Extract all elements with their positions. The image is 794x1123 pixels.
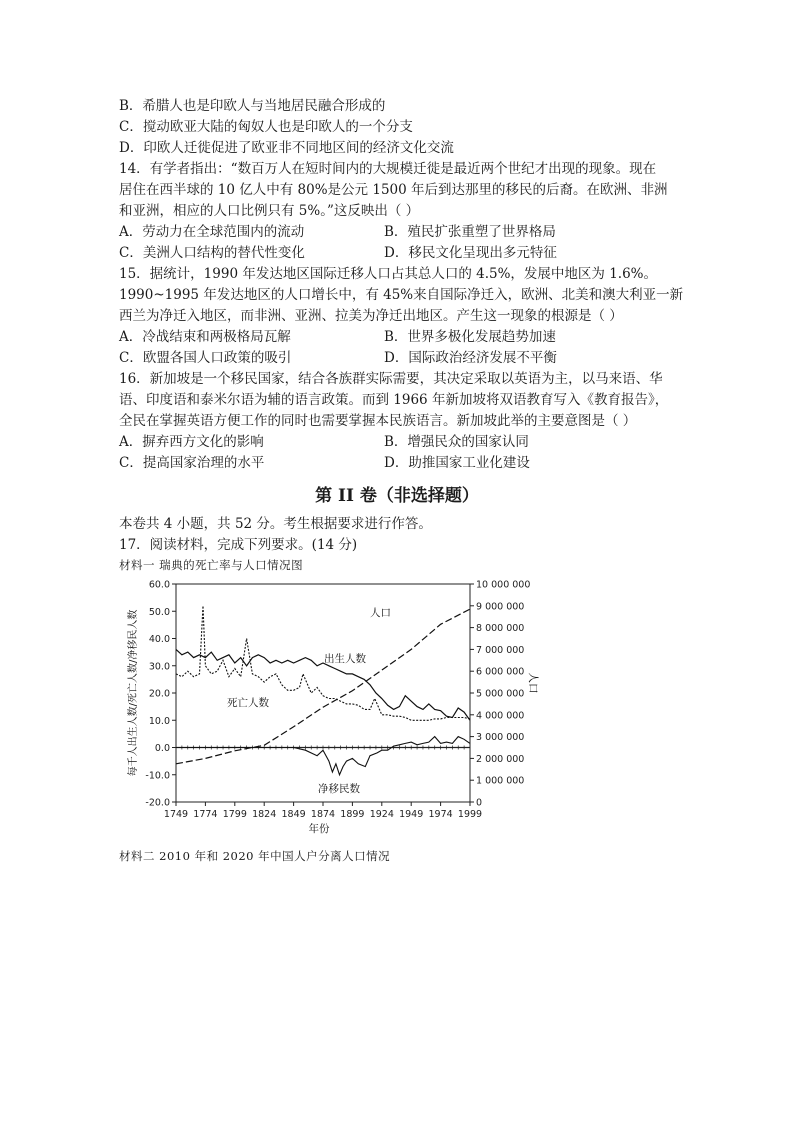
- left-tick-label: -10.0: [145, 770, 170, 782]
- q15-stem-1: 15．据统计，1990 年发达地区国际迁移人口占其总人口的 4.5%，发展中地区为 1.6%。: [119, 266, 658, 282]
- population-series-line: [176, 609, 470, 764]
- q13-option-b: B．希腊人也是印欧人与当地居民融合形成的: [119, 98, 386, 114]
- q15-option-c: C．欧盟各国人口政策的吸引: [119, 350, 292, 366]
- left-tick-label: 20.0: [148, 688, 170, 700]
- migration-series-line: [176, 737, 470, 775]
- x-tick-label: 1799: [222, 809, 247, 820]
- q16-option-c: C．提高国家治理的水平: [119, 455, 265, 471]
- x-tick-label: 1774: [193, 809, 218, 820]
- q14-stem-3: 和亚洲，相应的人口比例只有 5%。”这反映出（ ）: [119, 203, 420, 219]
- q15-option-b: B．世界多极化发展趋势加速: [384, 329, 556, 345]
- left-tick-label: 0.0: [154, 743, 170, 754]
- population-label: 人口: [370, 607, 391, 619]
- births-label: 出生人数: [324, 653, 366, 665]
- q14-stem-1: 14．有学者指出：“数百万人在短时间内的大规模迁徙是最近两个世纪才出现的现象。现在: [119, 161, 657, 177]
- section-title: 第 II 卷（非选择题）: [315, 486, 479, 506]
- left-tick-label: -20.0: [145, 797, 170, 809]
- q13-option-d: D．印欧人迁徙促进了欧亚非不同地区间的经济文化交流: [119, 140, 454, 156]
- left-axis-title: 每千人出生人数/死亡人数/净移民人数: [128, 609, 139, 777]
- births-series-line: [176, 649, 470, 720]
- q16-stem-1: 16．新加坡是一个移民国家，结合各族群实际需要，其决定采取以英语为主，以马来语、华: [119, 371, 663, 387]
- right-tick-label: 4 000 000: [476, 710, 525, 722]
- q13-option-c: C．搅动欧亚大陆的匈奴人也是印欧人的一个分支: [119, 119, 413, 135]
- q16-option-d: D．助推国家工业化建设: [384, 455, 530, 471]
- x-tick-label: 1974: [428, 809, 453, 820]
- right-tick-label: 6 000 000: [476, 666, 525, 678]
- x-tick-label: 1849: [281, 809, 306, 820]
- x-tick-label: 1949: [399, 809, 424, 820]
- right-axis-title: 人口: [527, 672, 539, 694]
- right-tick-label: 7 000 000: [476, 644, 525, 656]
- x-tick-label: 1824: [252, 809, 277, 820]
- q16-stem-3: 全民在掌握英语方便工作的同时也需要掌握本民族语言。新加坡此举的主要意图是（ ）: [119, 413, 637, 429]
- material-one-caption: 材料一 瑞典的死亡率与人口情况图: [119, 558, 304, 572]
- left-tick-label: 40.0: [148, 634, 170, 645]
- right-tick-label: 5 000 000: [476, 688, 525, 700]
- x-tick-label: 1749: [163, 809, 189, 820]
- section-intro: 本卷共 4 小题，共 52 分。考生根据要求进行作答。: [119, 516, 432, 532]
- left-tick-label: 30.0: [148, 661, 170, 673]
- left-tick-label: 60.0: [148, 579, 170, 591]
- q14-option-a: A．劳动力在全球范围内的流动: [119, 224, 305, 240]
- q14-stem-2: 居住在西半球的 10 亿人中有 80%是公元 1500 年后到达那里的移民的后裔。在欧洲、非洲: [119, 182, 668, 198]
- q15-option-a: A．冷战结束和两极格局瓦解: [119, 329, 291, 345]
- q16-option-a: A．摒弃西方文化的影响: [119, 434, 264, 450]
- q14-option-d: D．移民文化呈现出多元特征: [384, 245, 557, 261]
- material-two-caption: 材料二 2010 年和 2020 年中国人户分离人口情况: [119, 849, 391, 863]
- deaths-label: 死亡人数: [227, 697, 269, 709]
- x-tick-label: 1924: [369, 809, 394, 820]
- q15-stem-3: 西兰为净迁入地区，而非洲、亚洲、拉美为净迁出地区。产生这一现象的根源是（ ）: [119, 308, 623, 324]
- q17-stem: 17．阅读材料，完成下列要求。(14 分): [119, 537, 358, 553]
- right-tick-label: 3 000 000: [476, 732, 525, 744]
- q15-stem-2: 1990~1995 年发达地区的人口增长中，有 45%来自国际净迁入，欧洲、北美和澳大利亚一新: [119, 287, 684, 303]
- right-tick-label: 8 000 000: [476, 623, 525, 635]
- sweden-population-chart: [112, 572, 542, 840]
- right-tick-label: 1 000 000: [476, 775, 525, 787]
- plot-frame: [176, 584, 470, 802]
- left-tick-label: 50.0: [148, 606, 170, 618]
- x-tick-label: 1874: [310, 809, 336, 820]
- q14-option-b: B．殖民扩张重塑了世界格局: [384, 224, 556, 240]
- x-axis-title: 年份: [308, 823, 330, 835]
- x-tick-label: 1999: [457, 809, 483, 820]
- x-tick-label: 1899: [340, 809, 365, 820]
- q16-stem-2: 语、印度语和泰米尔语为辅的语言政策。而到 1966 年新加坡将双语教育写入《教育报告》，: [119, 392, 669, 408]
- left-tick-label: 10.0: [148, 715, 170, 727]
- q14-option-c: C．美洲人口结构的替代性变化: [119, 245, 305, 261]
- right-tick-label: 9 000 000: [476, 601, 525, 613]
- q16-option-b: B．增强民众的国家认同: [384, 434, 529, 450]
- q15-option-d: D．国际政治经济发展不平衡: [384, 350, 557, 366]
- right-tick-label: 2 000 000: [476, 753, 525, 765]
- migration-label: 净移民数: [318, 783, 360, 795]
- right-tick-label: 10 000 000: [476, 579, 531, 591]
- right-tick-label: 0: [476, 797, 483, 809]
